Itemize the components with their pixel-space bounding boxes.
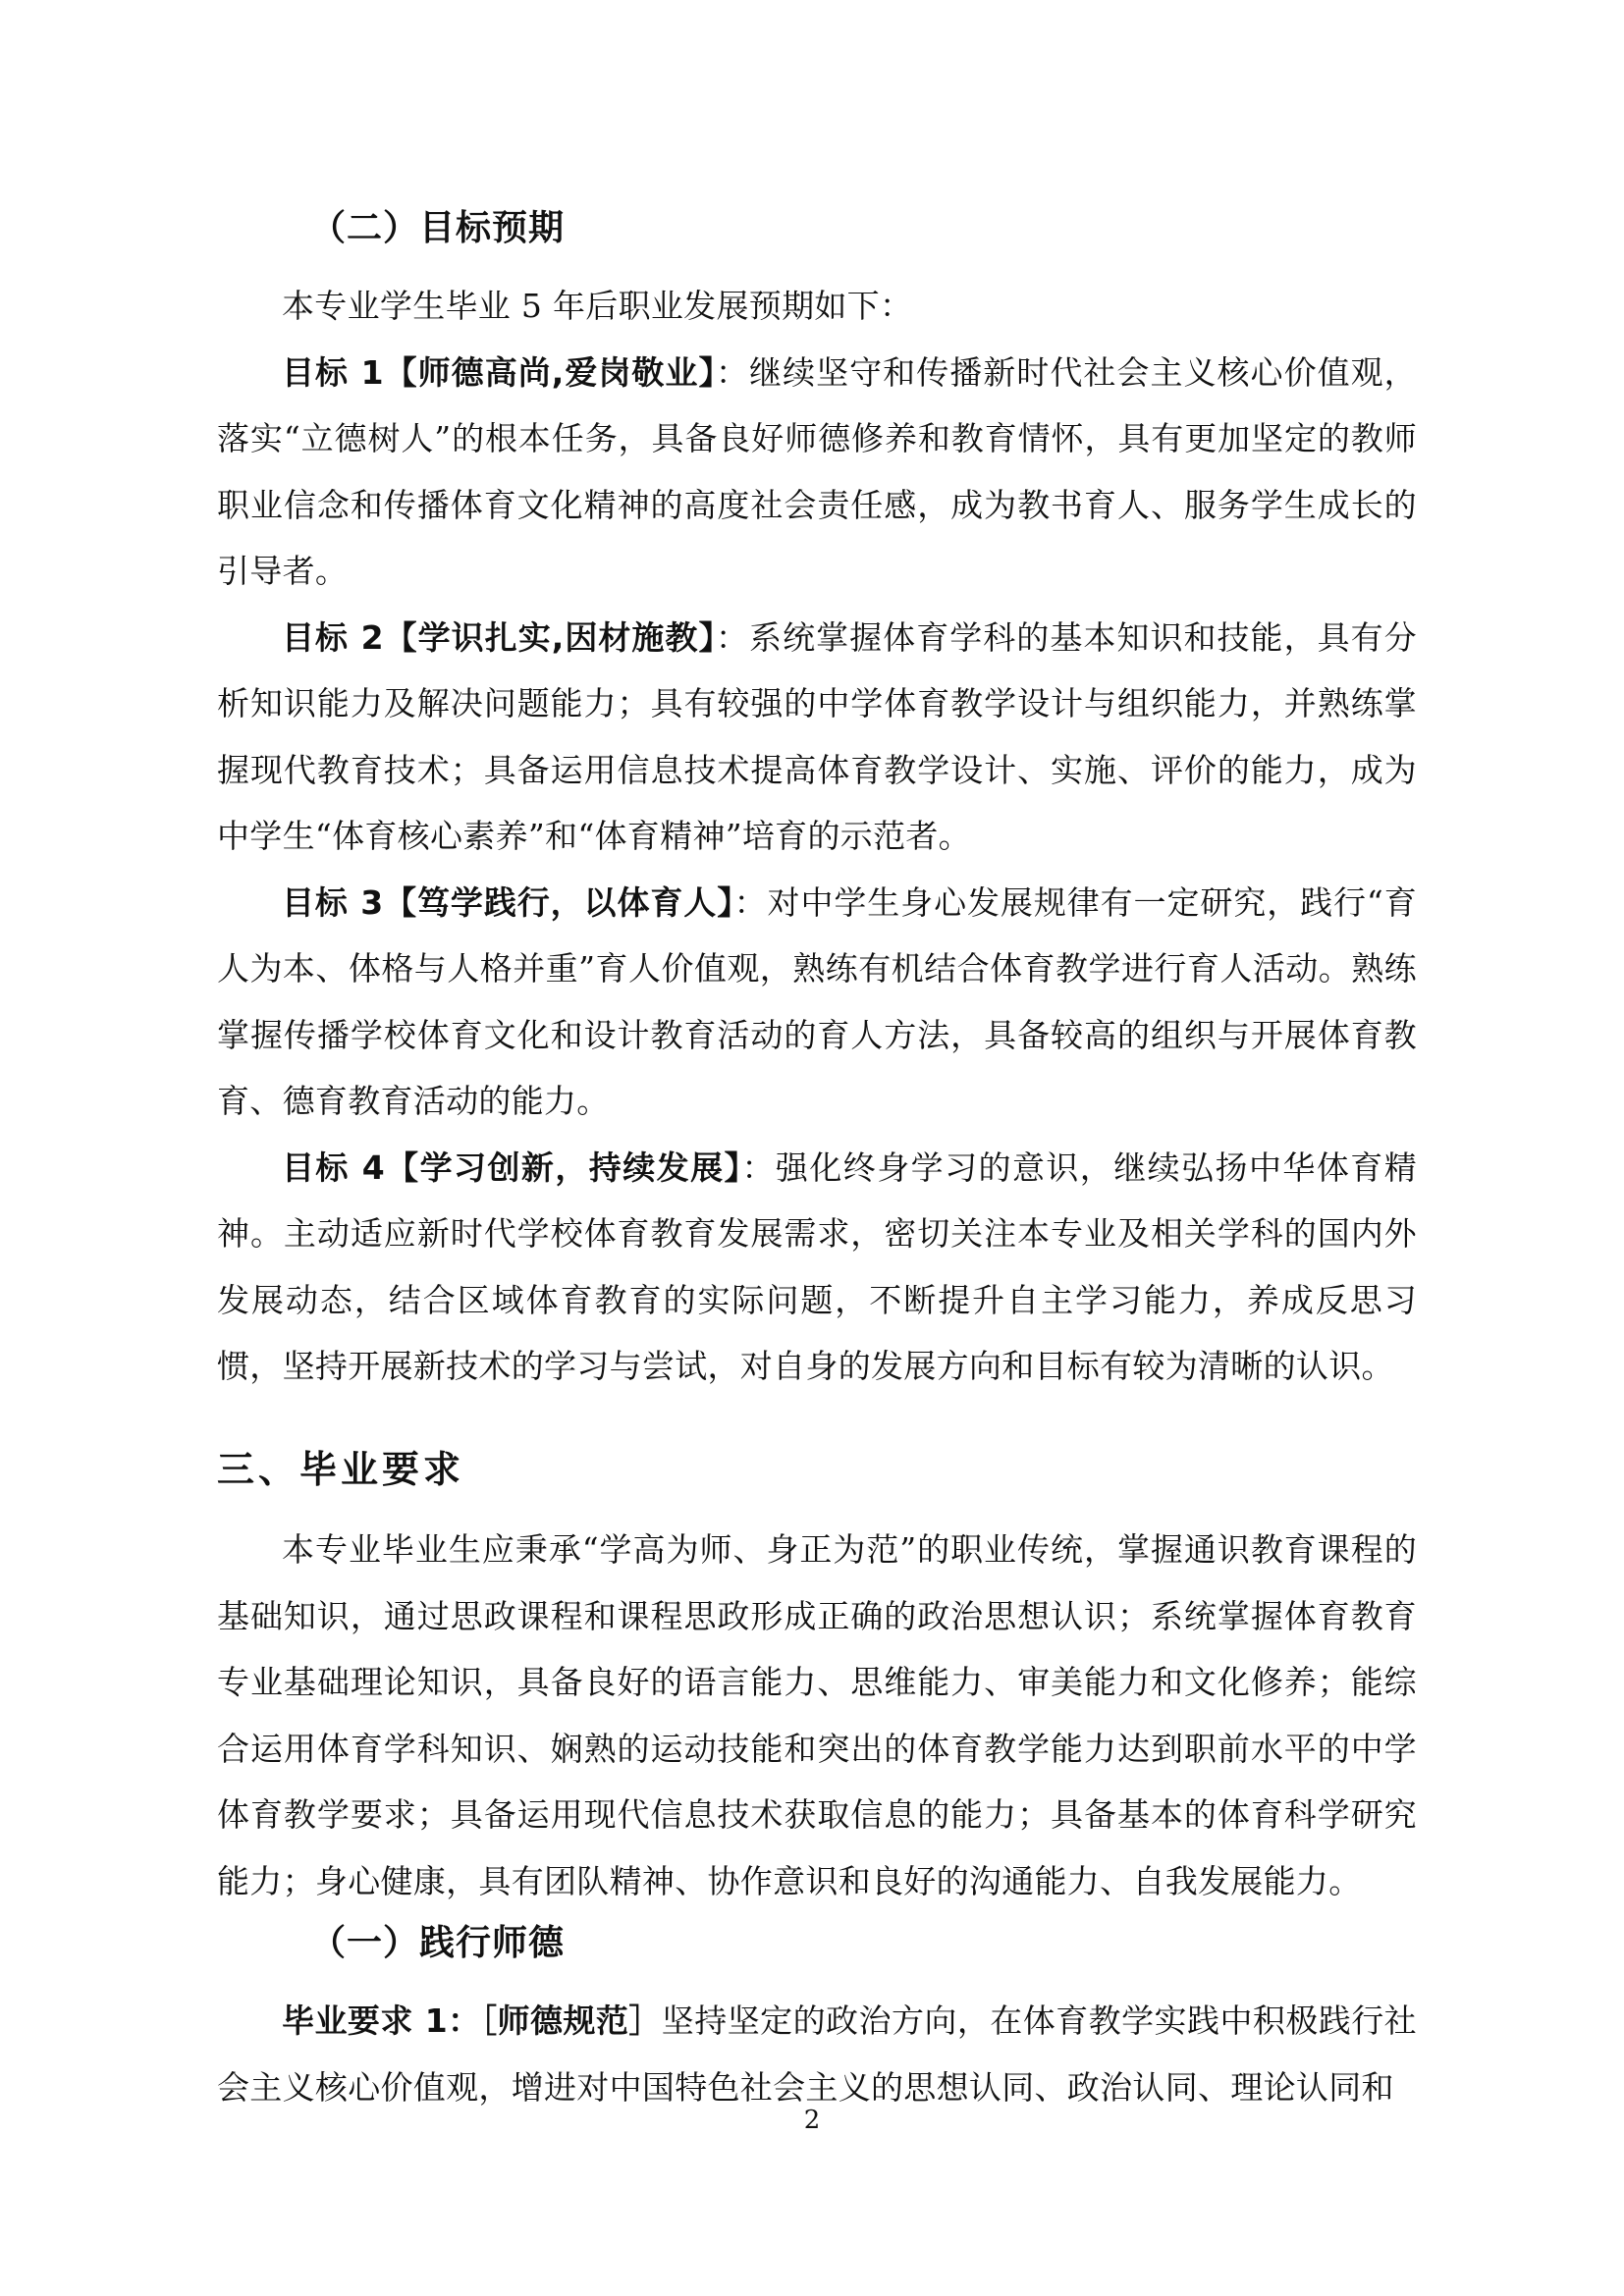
section-heading-goals: （二）目标预期 [310,208,566,248]
requirement-1 [217,1988,1417,2120]
subsection-heading-practice-ethics: （一）践行师德 [310,1923,566,1963]
requirement-1-body [217,1988,1417,2120]
graduation-requirements-intro: 本专业毕业生应秉承“学高为师、身正为范”的职业传统，掌握通识教育课程的基础知识，通过思政课程和课程思政形成正确的政治思想认识；系统掌握体育教育专业基础理论知识，具备良好的语言能力、思维能力、审美能力和文化修养；能综合运用体育学科知识、娴熟的运动技能和突出的体育教学能力达到职前水平的中学体育教学要求；具备运用现代信息技术获取信息的能力；具备基本的体育科学研究能力；身心健康，具有团队精神、协作意识和良好的沟通能力、自我发展能力。 [217,1530,1417,1900]
goal-3 [217,870,1417,1135]
requirement-1-label: 毕业要求 1：［师德规范］ [282,2002,662,2040]
goal-3-text: ：对中学生身心发展规律有一定研究，践行“育人为本、体格与人格并重”育人价值观，熟练有机结合体育教学进行育人活动。熟练掌握传播学校体育文化和设计教育活动的育人方法，具备较高的组织与开展体育教育、德育教育活动的能力。 [217,882,1418,1120]
section-heading-graduation-requirements: 三、毕业要求 [217,1448,465,1491]
graduation-requirements-body [217,1517,1417,1914]
goal-1-label: 目标 1【师德高尚,爱岗敬业】 [282,352,716,392]
goal-4-text: ：强化终身学习的意识，继续弘扬中华体育精神。主动适应新时代学校体育教育发展需求，密切关注本专业及相关学科的国内外发展动态，结合区域体育教育的实际问题，不断提升自主学习能力，养成反思习惯，坚持开展新技术的学习与尝试，对自身的发展方向和目标有较为清晰的认识。 [217,1148,1418,1385]
goal-2 [217,605,1417,870]
goals-intro: 本专业学生毕业 5 年后职业发展预期如下： [282,287,913,325]
goal-4-label: 目标 4【学习创新，持续发展】 [282,1148,742,1187]
goal-3-label: 目标 3【笃学践行，以体育人】 [282,882,734,922]
goal-2-text: ：系统掌握体育学科的基本知识和技能，具有分析知识能力及解决问题能力；具有较强的中学体育教学设计与组织能力，并熟练掌握现代教育技术；具备运用信息技术提高体育教学设计、实施、评价的能力，成为中学生“体育核心素养”和“体育精神”培育的示范者。 [217,617,1417,855]
goal-1 [217,340,1417,605]
page-number: 2 [803,2106,821,2135]
requirement-1-text: 坚持坚定的政治方向，在体育教学实践中积极践行社会主义核心价值观，增进对中国特色社会主义的思想认同、政治认同、理论认同和 [217,2002,1417,2107]
goal-2-label: 目标 2【学识扎实,因材施教】 [282,617,716,657]
goal-4 [217,1135,1417,1400]
goal-1-text: ：继续坚守和传播新时代社会主义核心价值观，落实“立德树人”的根本任务，具备良好师德修养和教育情怀，具有更加坚定的教师职业信念和传播体育文化精神的高度社会责任感，成为教书育人、服务学生成长的引导者。 [217,352,1417,590]
goals-body [217,273,1417,1400]
